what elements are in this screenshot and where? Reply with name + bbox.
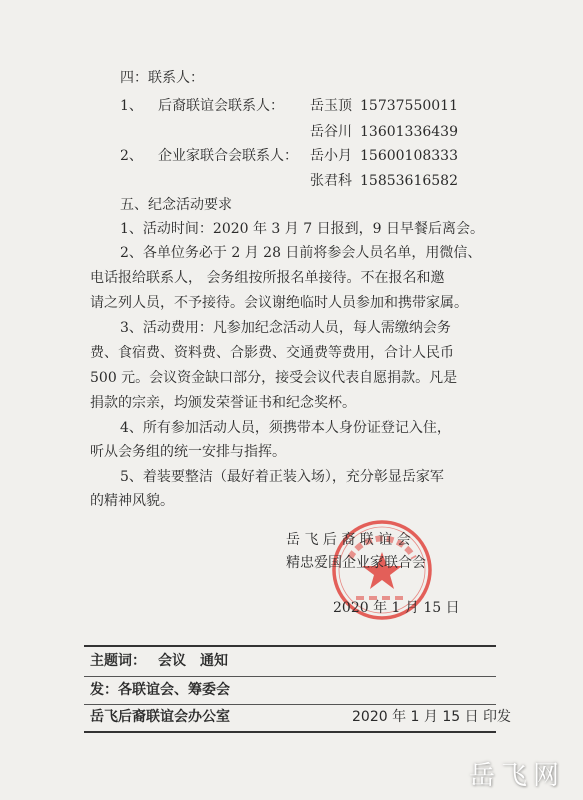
issue-date: 2020 年 1 月 15 日 印发 [352,709,512,725]
footer-rule-top [84,645,496,647]
contact-name: 岳谷川 [310,124,352,140]
subject-label: 主题词： [90,653,146,669]
requirement-line: 4、所有参加活动人员，须携带本人身份证登记入住， [120,420,451,436]
site-watermark: 岳飞网 [468,761,565,791]
contact-phone: 15737550011 [360,98,458,114]
footer-rule [84,676,496,677]
signature-org1: 岳 飞 后 裔 联 谊 会 [286,532,411,548]
requirement-line: 听从会务组的统一安排与指挥。 [90,444,286,460]
contact-name: 岳小月 [310,148,352,164]
requirement-line: 500 元。会议资金缺口部分，接受会议代表自愿捐款。凡是 [90,370,458,386]
contact-phone: 15600108333 [360,148,458,164]
requirement-line: 1、活动时间：2020 年 3 月 7 日报到，9 日早餐后离会。 [120,221,484,237]
contact-group1-label: 后裔联谊会联系人： [158,98,284,114]
requirement-line: 2、各单位务必于 2 月 28 日前将参会人员名单，用微信、 [120,245,482,261]
requirement-line: 3、活动费用：凡参加纪念活动人员，每人需缴纳会务 [120,320,451,336]
contact-name: 张君科 [310,173,352,189]
contact-phone: 13601336439 [360,124,458,140]
requirement-line: 的精神风貌。 [90,493,174,509]
requirement-line: 请之列人员，不予接待。会议谢绝临时人员参加和携带家属。 [90,295,468,311]
contact-group2-label: 企业家联合会联系人： [158,148,298,164]
footer-rule [84,704,496,705]
subject-words: 会议 通知 [158,653,228,669]
signature-date: 2020 年 1 月 15 日 [333,600,460,616]
contact-group1-index: 1、 [120,98,143,114]
contact-phone: 15853616582 [360,173,458,189]
contact-name: 岳玉顶 [310,98,352,114]
contacts-heading: 四：联系人： [120,70,204,86]
requirement-line: 捐款的宗亲，均颁发荣誉证书和纪念奖杯。 [90,395,356,411]
requirements-heading: 五、纪念活动要求 [120,197,232,213]
requirement-line: 电话报给联系人， 会务组按所报名单接待。不在报名和邀 [90,270,445,286]
issuing-office: 岳飞后裔联谊会办公室 [90,709,230,725]
requirement-line: 费、食宿费、资料费、合影费、交通费等费用，合计人民币 [90,345,454,361]
signature-org2: 精忠爱国企业家联合会 [286,555,426,571]
distribution-line: 发：各联谊会、筹委会 [90,682,230,698]
contact-group2-index: 2、 [120,148,143,164]
footer-rule-bottom [84,731,496,733]
requirement-line: 5、着装要整洁（最好着正装入场），充分彰显岳家军 [120,469,444,485]
